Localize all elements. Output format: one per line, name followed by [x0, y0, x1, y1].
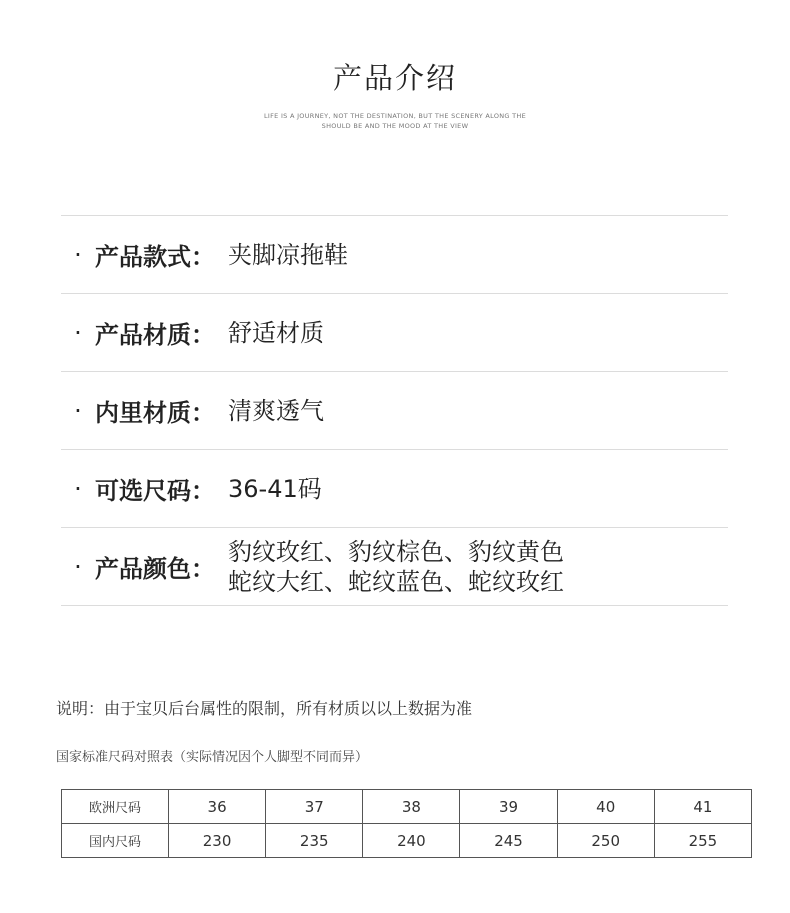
size-table-title: 国家标准尺码对照表（实际情况因个人脚型不同而异） — [56, 750, 369, 765]
size-table — [61, 789, 752, 858]
spec-label: 产品颜色： — [95, 555, 215, 583]
table-cell: 230 — [169, 824, 266, 858]
spec-label: 内里材质： — [95, 399, 215, 427]
table-cell: 41 — [654, 790, 751, 824]
row-header: 国内尺码 — [62, 824, 169, 858]
note-text: 说明：由于宝贝后台属性的限制，所有材质以以上数据为准 — [56, 699, 473, 718]
bullet-icon: · — [74, 396, 82, 425]
tagline — [250, 111, 540, 131]
table-row — [62, 790, 752, 824]
table-cell: 245 — [460, 824, 557, 858]
bullet-icon: · — [74, 318, 82, 347]
spec-label: 可选尺码： — [95, 477, 215, 505]
table-cell: 240 — [363, 824, 460, 858]
table-cell: 36 — [169, 790, 266, 824]
page-title: 产品介绍 — [332, 61, 457, 95]
tagline-line-2: SHOULD BE AND THE MOOD AT THE VIEW — [321, 122, 469, 130]
table-cell: 40 — [557, 790, 654, 824]
tagline-line-1: LIFE IS A JOURNEY, NOT THE DESTINATION, BUT THE SCENERY ALONG THE — [264, 112, 526, 120]
spec-row-style — [61, 215, 728, 293]
bullet-icon: · — [74, 474, 82, 503]
spec-value: 夹脚凉拖鞋 — [228, 240, 348, 269]
row-header: 欧洲尺码 — [62, 790, 169, 824]
spec-value — [228, 537, 564, 597]
color-line-2: 蛇纹大红、蛇纹蓝色、蛇纹玫红 — [228, 567, 564, 596]
table-cell: 38 — [363, 790, 460, 824]
spec-row-sizes — [61, 449, 728, 527]
spec-label: 产品款式： — [95, 243, 215, 271]
spec-value: 舒适材质 — [228, 318, 324, 347]
color-line-1: 豹纹玫红、豹纹棕色、豹纹黄色 — [228, 537, 564, 566]
table-row — [62, 824, 752, 858]
spec-row-colors — [61, 527, 728, 606]
spec-value: 清爽透气 — [228, 396, 324, 425]
spec-row-lining — [61, 371, 728, 449]
table-cell: 250 — [557, 824, 654, 858]
table-cell: 255 — [654, 824, 751, 858]
spec-value: 36-41码 — [228, 474, 322, 503]
spec-list — [61, 215, 728, 606]
spec-row-material — [61, 293, 728, 371]
bullet-icon: · — [74, 240, 82, 269]
spec-label: 产品材质： — [95, 321, 215, 349]
table-cell: 37 — [266, 790, 363, 824]
bullet-icon: · — [74, 552, 82, 581]
table-cell: 39 — [460, 790, 557, 824]
table-cell: 235 — [266, 824, 363, 858]
